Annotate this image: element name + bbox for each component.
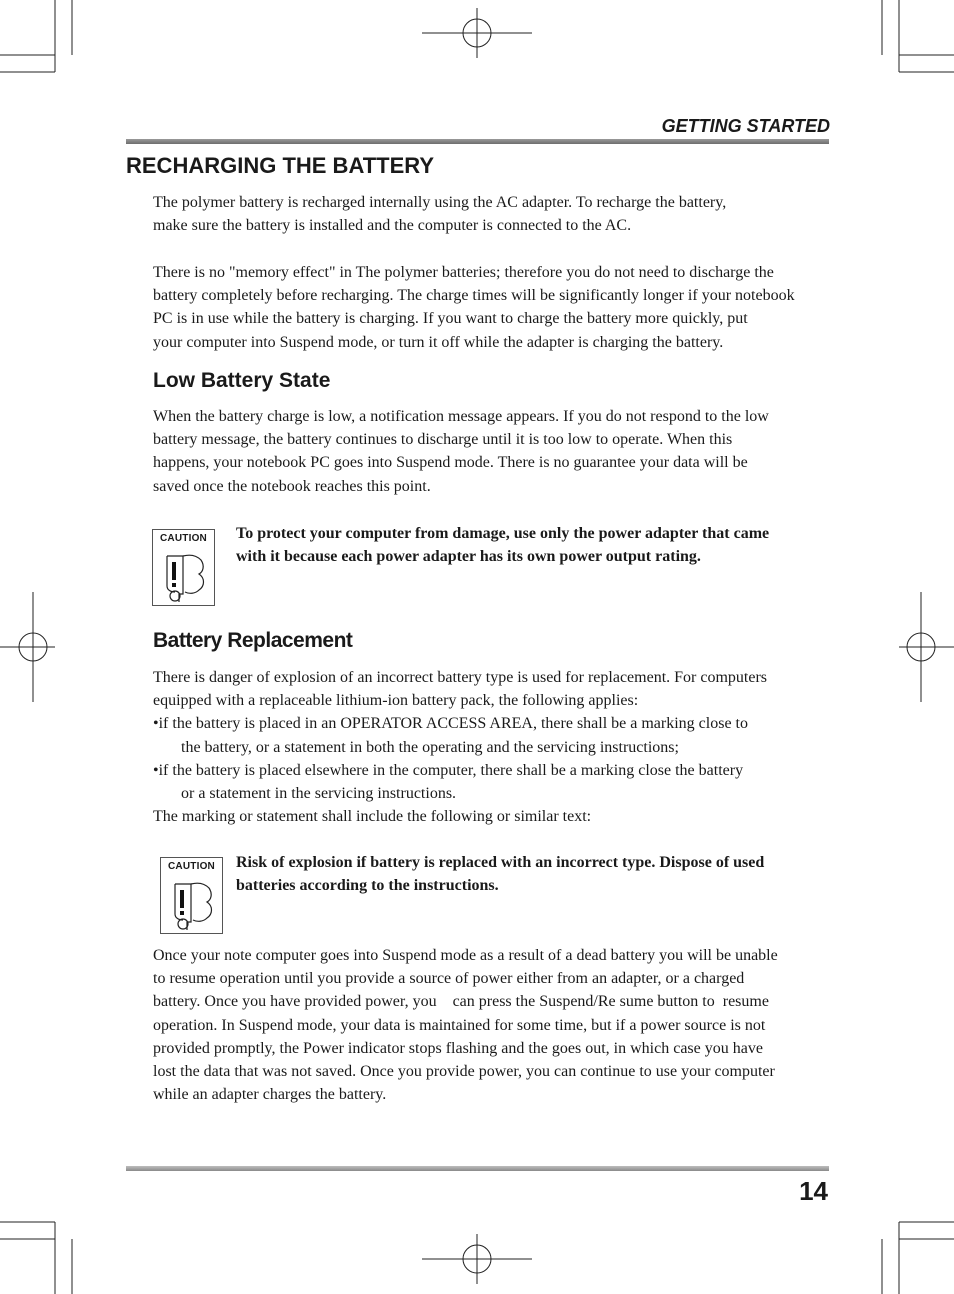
closing-paragraph: [153, 944, 858, 1106]
page-title: RECHARGING THE BATTERY: [126, 153, 434, 178]
low-battery-paragraph: [153, 405, 858, 498]
text-line: •if the battery is placed in an OPERATOR ACCESS AREA, there shall be a marking close to: [153, 715, 748, 733]
header-rule: [126, 139, 829, 144]
text-line: while an adapter charges the battery.: [153, 1086, 387, 1104]
text-line: When the battery charge is low, a notification message appears. If you do not respond to the low: [153, 408, 769, 425]
caution-label: CAUTION: [160, 533, 207, 544]
text-line: your computer into Suspend mode, or turn it off while the adapter is charging the battery.: [153, 333, 724, 351]
caution-icon: [160, 857, 223, 934]
caution-label: CAUTION: [168, 861, 215, 872]
text-line: operation. In Suspend mode, your data is maintained for some time, but if a power source is not: [153, 1016, 766, 1034]
section-header: GETTING STARTED: [661, 116, 830, 136]
text-line: or a statement in the servicing instructions.: [181, 785, 457, 803]
text-line: There is no "memory effect" in The polymer batteries; therefore you do not need to discharge the: [153, 264, 774, 281]
text-line: To protect your computer from damage, use only the power adapter that came: [236, 525, 770, 542]
intro-paragraph-2: [153, 261, 858, 354]
text-line: battery message, the battery continues to discharge until it is too low to operate. When this: [153, 431, 733, 449]
text-line: equipped with a replaceable lithium-ion battery pack, the following applies:: [153, 692, 639, 710]
text-line: The polymer battery is recharged internally using the AC adapter. To recharge the battery,: [153, 194, 727, 211]
warning-hand-icon: [161, 546, 207, 602]
text-line: PC is in use while the battery is charging. If you want to charge the battery more quickly, put: [153, 310, 748, 328]
text-line: •if the battery is placed elsewhere in the computer, there shall be a marking close the battery: [153, 761, 744, 779]
warning-hand-icon: [169, 874, 215, 930]
page-number: 14: [799, 1176, 828, 1206]
text-line: saved once the notebook reaches this point.: [153, 477, 431, 495]
footer-rule: [126, 1166, 829, 1171]
intro-paragraph-1: [153, 191, 858, 237]
text-line: batteries according to the instructions.: [236, 877, 499, 894]
text-line: battery completely before recharging. The charge times will be significantly longer if your notebook: [153, 287, 795, 305]
caution-2-text: [236, 851, 836, 897]
caution-icon: [152, 529, 215, 606]
text-line: to resume operation until you provide a source of power either from an adapter, or a charged: [153, 970, 745, 988]
text-line: battery. Once you have provided power, you can press the Suspend/Re sume button to resume: [153, 993, 769, 1011]
text-line: Risk of explosion if battery is replaced with an incorrect type. Dispose of used: [236, 854, 765, 871]
caution-1-text: [236, 522, 836, 568]
text-line: with it because each power adapter has its own power output rating.: [236, 548, 701, 565]
text-line: There is danger of explosion of an incorrect battery type is used for replacement. For computers: [153, 669, 768, 686]
text-line: The marking or statement shall include the following or similar text:: [153, 808, 592, 826]
text-line: provided promptly, the Power indicator stops flashing and the goes out, in which case you have: [153, 1039, 763, 1057]
low-battery-heading: Low Battery State: [153, 369, 331, 392]
text-line: lost the data that was not saved. Once you provide power, you can continue to use your computer: [153, 1063, 775, 1081]
replacement-paragraph: [153, 666, 858, 828]
battery-replacement-heading: Battery Replacement: [153, 629, 353, 652]
text-line: the battery, or a statement in both the operating and the servicing instructions;: [181, 738, 679, 756]
text-line: make sure the battery is installed and the computer is connected to the AC.: [153, 217, 632, 235]
text-line: happens, your notebook PC goes into Suspend mode. There is no guarantee your data will be: [153, 454, 748, 472]
text-line: Once your note computer goes into Suspend mode as a result of a dead battery you will be unable: [153, 947, 778, 964]
